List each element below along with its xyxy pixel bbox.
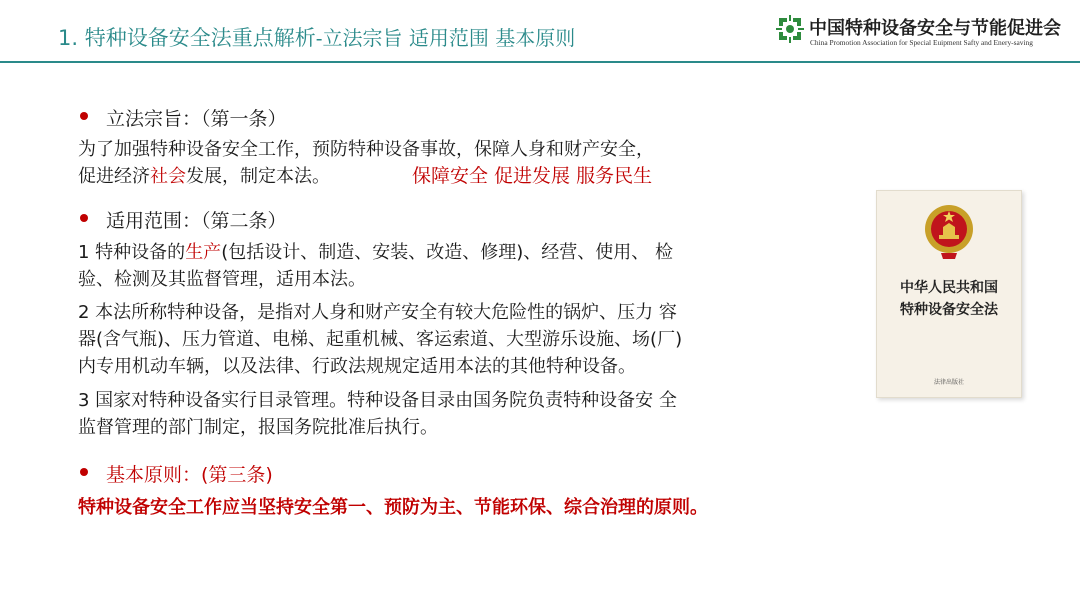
slide-title-sub: -立法宗旨 适用范围 基本原则 [315, 26, 576, 50]
principle-heading: 基本原则：(第三条) [106, 464, 273, 486]
scope-p1-a: 1 特种设备的 [78, 242, 186, 263]
bullet-icon [80, 214, 88, 222]
law-book-cover [876, 190, 1022, 398]
purpose-heading: 立法宗旨：（第一条） [106, 108, 287, 130]
bullet-icon [80, 468, 88, 476]
national-emblem-icon [921, 201, 977, 263]
org-name-en: China Promotion Association for Special Euipment Safty and Enery-saving [810, 38, 1033, 47]
scope-p1-emphasis: 生产 [185, 242, 222, 263]
purpose-line-2-emphasis: 社会 [150, 166, 186, 187]
purpose-line-2 [78, 162, 330, 188]
book-title-line-1: 中华人民共和国 [900, 280, 998, 296]
purpose-line-2-a: 促进经济 [78, 166, 150, 187]
book-title-line-2: 特种设备安全法 [900, 302, 998, 318]
book-publisher: 法律出版社 [933, 379, 964, 386]
slide-title-main: 1. 特种设备安全法重点解析 [58, 26, 316, 50]
purpose-line-2-b: 发展，制定本法。 [186, 166, 330, 187]
scope-p3-line-2: 监督管理的部门制定，报国务院批准后执行。 [78, 417, 438, 438]
scope-p1-line-2: 验、检测及其监督管理，适用本法。 [78, 269, 366, 290]
bullet-icon [80, 112, 88, 120]
scope-p2-line-3: 内专用机动车辆，以及法律、行政法规规定适用本法的其他特种设备。 [78, 356, 636, 377]
org-name-cn: 中国特种设备安全与节能促进会 [809, 18, 1061, 39]
scope-p3-line-1: 3 国家对特种设备实行目录管理。特种设备目录由国务院负责特种设备安 全 [78, 390, 677, 411]
scope-heading: 适用范围：（第二条） [106, 210, 287, 232]
scope-p2-line-1: 2 本法所称特种设备，是指对人身和财产安全有较大危险性的锅炉、压力 容 [78, 302, 677, 323]
scope-p2-line-2: 器(含气瓶)、压力管道、电梯、起重机械、客运索道、大型游乐设施、场(厂) [78, 329, 683, 350]
scope-p1-b: (包括设计、制造、安装、改造、修理)、经营、使用、 检 [221, 242, 673, 263]
purpose-line-1: 为了加强特种设备安全工作，预防特种设备事故，保障人身和财产安全， [78, 139, 654, 160]
principle-text: 特种设备安全工作应当坚持安全第一、预防为主、节能环保、综合治理的原则。 [78, 497, 708, 518]
purpose-slogan: 保障安全 促进发展 服务民生 [412, 165, 653, 187]
scope-p1-line-1 [78, 238, 673, 264]
